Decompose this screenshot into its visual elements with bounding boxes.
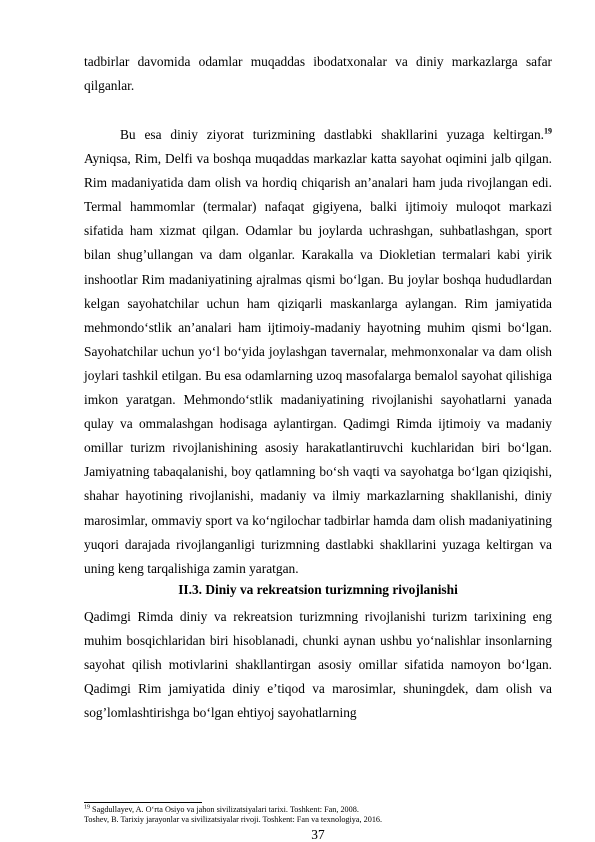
footnote-separator bbox=[84, 802, 202, 803]
paragraph-1: tadbirlar davomida odamlar muqaddas ibodatxonalar va diniy markazlarga safar qilganlar. bbox=[84, 54, 552, 94]
paragraph-2-continued: Ayniqsa, Rim, Delfi va boshqa muqaddas markazlar katta sayohat oqimini jalb qilgan. Rim madaniyatida dam olish va hordiq chiqarish an’analari ham juda rivojlangan edi. Termal hammomlar (termalar) nafaqat gigiyena, balki ijtimoiy muloqot markazi sifatida ham xizmat qilgan. Odamlar bu joylarda uchrashgan, suhbatlashgan, sport bilan shug’ullangan va dam olganlar. Karakalla va Diokletian termalari kabi yirik inshootlar Rim madaniyatining ajralmas qismi bo‘lgan. Bu joylar boshqa hududlardan kelgan sayohatchilar uchun ham qiziqarli maskanlarga aylangan. Rim jamiyatida mehmondo‘stlik an’analari ham ijtimoiy-madaniy hayotning muhim qismi bo‘lgan. Sayohatchilar uchun yo‘l bo‘yida joylashgan tavernalar, mehmonxonalar va dam olish joylari tashkil etilgan. Bu esa odamlarning uzoq masofalarga bemalol sayohat qilishiga imkon yaratgan. Mehmondo‘stlik madaniyatining rivojlanishi sayohatlarni yanada qulay va ommalashgan hodisaga aylantirgan. Qadimgi Rimda ijtimoiy va madaniy omillar turizm rivojlanishining asosiy harakatlantiruvchi kuchlaridan biri bo‘lgan. Jamiyatning tabaqalanishi, boy qatlamning bo‘sh vaqti va sayohatga bo‘lgan qiziqishi, shahar hayotining rivojlanishi, madaniy va ilmiy markazlarning shakllanishi, diniy marosimlar, ommaviy sport va ko‘ngilochar tadbirlar hamda dam olish madaniyatining yuqori darajada rivojlanganligi turizmning dastlabki shakllarini yuzaga keltirgan va uning keng tarqalishiga zamin yaratgan. bbox=[84, 151, 552, 576]
page-number: 37 bbox=[311, 827, 325, 842]
paragraph-2 bbox=[84, 123, 552, 581]
footnote-1-text: Sagdullayev, A. O‘rta Osiyo va jahon sivilizatsiyalari tarixi. Toshkent: Fan, 2008. bbox=[90, 805, 359, 814]
section-heading: II.3. Diniy va rekreatsion turizmning rivojlanishi bbox=[178, 582, 458, 597]
footnote-reference[interactable]: 19 bbox=[544, 126, 552, 136]
footnote-2: Toshev, B. Tarixiy jarayonlar va sivilizatsiyalar rivoji. Toshkent: Fan va texnologiya, 2016. bbox=[84, 815, 383, 824]
footnote-1 bbox=[84, 805, 552, 815]
footnote-1-number: 19 bbox=[84, 804, 90, 811]
paragraph-2-text: Bu esa diniy ziyorat turizmining dastlabki shakllarini yuzaga keltirgan. bbox=[120, 127, 544, 142]
paragraph-3: Qadimgi Rimda diniy va rekreatsion turizmning rivojlanishi turizm tarixining eng muhim bosqichlaridan biri hisoblanadi, chunki aynan ushbu yo‘nalishlar insonlarning sayohat qilish motivlarini shakllantirgan asosiy omillar sifatida namoyon bo‘lgan. Qadimgi Rim jamiyatida diniy e’tiqod va marosimlar, shuningdek, dam olish va sog’lomlashtirishga bo‘lgan ehtiyoj sayohatlarning bbox=[84, 609, 552, 721]
